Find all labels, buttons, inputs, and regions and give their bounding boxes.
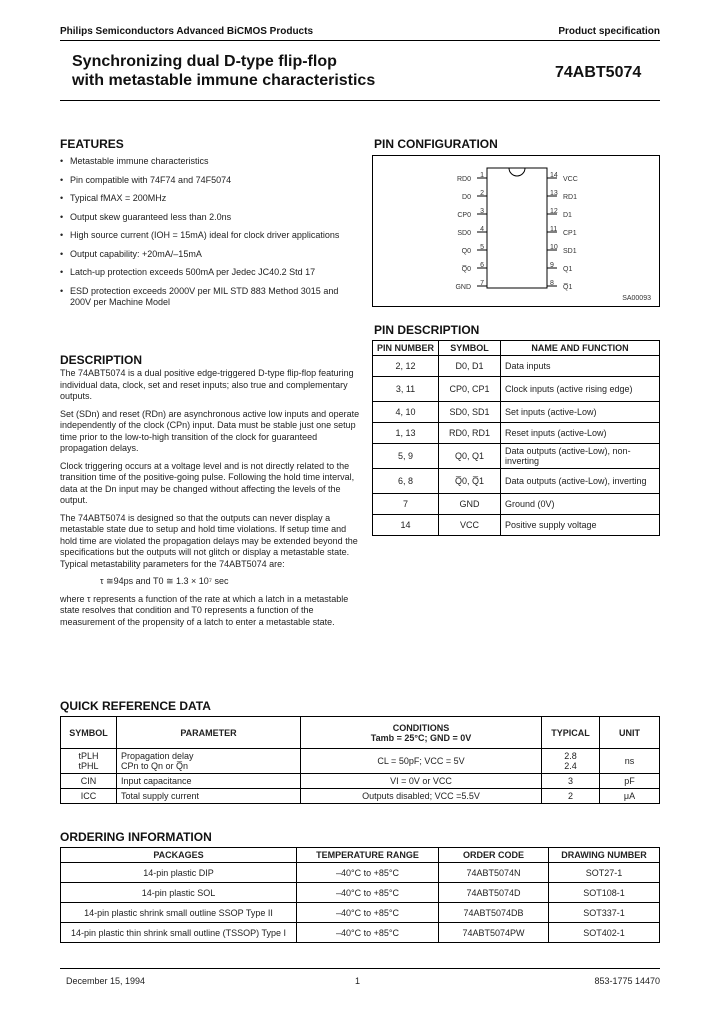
footer-doc-number: 853-1775 14470 [594,976,660,986]
description-para-3: Clock triggering occurs at a voltage level and is not directly related to the transition time of the positive-going pulse. Following the hold time interval, data at the Dn input may be changed without affecting the levels of the output. [60,460,355,505]
qr-col-conditions [301,717,542,749]
pin-description-row [373,423,660,444]
qr-col-typical: TYPICAL [542,717,600,749]
qr-unit-cell: μA [600,789,660,804]
qr-col-symbol: SYMBOL [61,717,117,749]
ordering-row [61,863,660,883]
pin-number-cell: 14 [373,515,439,536]
ordering-heading: ORDERING INFORMATION [60,830,212,844]
pin-name-right: CP1 [563,230,577,237]
pin-name-right: RD1 [563,194,578,201]
pin-number-right: 12 [550,208,558,215]
pin-number-right: 8 [550,280,554,287]
qr-typical-cell: 2 [542,789,600,804]
pin-function-cell: Data outputs (active-Low), non-inverting [501,444,660,469]
qr-symbol-cell: CIN [61,774,117,789]
pin-function-cell: Set inputs (active-Low) [501,402,660,423]
pin-description-row [373,402,660,423]
footer-page: 1 [355,976,361,986]
ord-package-cell: 14-pin plastic SOL [61,883,297,903]
ord-drawing-cell: SOT402-1 [549,923,660,943]
ord-order-code-cell: 74ABT5074D [439,883,549,903]
ord-col-order-code: ORDER CODE [439,848,549,863]
qr-typical-cell: 2.8 2.4 [542,749,600,774]
pin-number-left: 6 [480,262,484,269]
pin-number-left: 7 [480,280,484,287]
feature-item: • ESD protection exceeds 2000V per MIL STD 883 Method 3015 and 200V per Machine Model [60,286,360,309]
pin-name-right: SD1 [563,248,577,255]
ord-drawing-cell: SOT108-1 [549,883,660,903]
pin-name-right: VCC [563,176,578,183]
ord-temperature-cell: –40°C to +85°C [297,883,439,903]
qr-unit-cell: ns [600,749,660,774]
features-heading: FEATURES [60,137,124,151]
title-rule [60,100,660,101]
quick-ref-row [61,749,660,774]
qr-conditions-cell: Outputs disabled; VCC =5.5V [301,789,542,804]
pin-function-cell: Clock inputs (active rising edge) [501,377,660,402]
doc-title [72,52,375,90]
pin-description-heading: PIN DESCRIPTION [374,323,480,337]
ord-order-code-cell: 74ABT5074N [439,863,549,883]
description-para-5: where τ represents a function of the rate at which a latch in a metastable state resolves that condition and T0 represents a function of the measurement of the propensity of a latch to enter a metastable state. [60,593,349,627]
pin-symbol-cell: RD0, RD1 [439,423,501,444]
ord-package-cell: 14-pin plastic thin shrink small outline (TSSOP) Type I [61,923,297,943]
pin-symbol-cell: VCC [439,515,501,536]
feature-item: • Pin compatible with 74F74 and 74F5074 [60,175,360,187]
features-list [60,156,360,316]
qr-symbol-cell: ICC [61,789,117,804]
ord-order-code-cell: 74ABT5074DB [439,903,549,923]
pin-description-row [373,377,660,402]
pin-description-row [373,444,660,469]
pin-name-left: CP0 [457,212,471,219]
pin-symbol-cell: Q̅0, Q̅1 [439,469,501,494]
doc-title-line2: with metastable immune characteristics [72,72,376,89]
figure-id: SA00093 [622,295,651,302]
pin-number-cell: 7 [373,494,439,515]
ord-package-cell: 14-pin plastic shrink small outline SSOP Type II [61,903,297,923]
pin-name-right: Q1 [563,266,573,273]
quick-ref-row [61,789,660,804]
feature-item: • Output capability: +20mA/–15mA [60,249,360,261]
ordering-row [61,883,660,903]
pin-number-left: 1 [480,172,484,179]
pin-number-right: 14 [550,172,558,179]
quick-ref-heading: QUICK REFERENCE DATA [60,699,211,713]
feature-item: • Latch-up protection exceeds 500mA per Jedec JC40.2 Std 17 [60,267,360,279]
qr-symbol-cell: tPLH tPHL [61,749,117,774]
pin-number-right: 9 [550,262,554,269]
pin-name-right: Q̅1 [563,284,573,291]
ord-package-cell: 14-pin plastic DIP [61,863,297,883]
pin-number-left: 3 [480,208,484,215]
ordering-row [61,923,660,943]
qr-parameter-cell: Propagation delay CPn to Qn or Q̅n [117,749,301,774]
ord-col-packages: PACKAGES [61,848,297,863]
description-para-4: The 74ABT5074 is designed so that the outputs can never display a metastable state due to setup and hold time violations. If setup time and hold time are violated the propagation delays may be extended beyond the specifications but the outputs will not glitch or display a metastable state. Typical metastability parameters for the 74ABT5074 are: [60,512,358,569]
pin-number-cell: 4, 10 [373,402,439,423]
description-heading: DESCRIPTION [60,353,143,367]
pin-symbol-cell: D0, D1 [439,356,501,377]
pin-number-left: 4 [480,226,484,233]
ordering-table [60,847,660,943]
document-type: Product specification [558,26,660,37]
ord-temperature-cell: –40°C to +85°C [297,923,439,943]
pin-number-right: 10 [550,244,558,251]
qr-conditions-sub: Tamb = 25°C; GND = 0V [370,732,472,743]
qr-col-unit: UNIT [600,717,660,749]
pin-symbol-cell: SD0, SD1 [439,402,501,423]
ord-col-drawing-number: DRAWING NUMBER [549,848,660,863]
pin-number-cell: 5, 9 [373,444,439,469]
pin-config-heading: PIN CONFIGURATION [374,137,498,151]
ord-order-code-cell: 74ABT5074PW [439,923,549,943]
qr-conditions-cell: CL = 50pF; VCC = 5V [301,749,542,774]
pin-name-left: Q0 [461,248,471,255]
dip-package-diagram [373,156,659,306]
qr-unit-cell: pF [600,774,660,789]
ordering-row [61,903,660,923]
col-pin-number: PIN NUMBER [373,341,439,356]
pin-description-row [373,515,660,536]
qr-conditions-label: CONDITIONS [392,722,450,733]
pin-function-cell: Reset inputs (active-Low) [501,423,660,444]
quick-ref-table [60,716,660,804]
pin-description-row [373,356,660,377]
pin-description-row [373,494,660,515]
company-name: Philips Semiconductors Advanced BiCMOS Products [60,26,314,37]
pin-number-right: 13 [550,190,558,197]
pin-number-right: 11 [550,226,558,233]
pin-symbol-cell: CP0, CP1 [439,377,501,402]
quick-ref-row [61,774,660,789]
feature-item: • Metastable immune characteristics [60,156,360,168]
pin-function-cell: Ground (0V) [501,494,660,515]
col-symbol: SYMBOL [439,341,501,356]
ord-drawing-cell: SOT337-1 [549,903,660,923]
description-para-2: Set (SDn) and reset (RDn) are asynchronous active low inputs and operate independently of the clock (CPn) input. Data must be stable just one setup time prior to the low-to-high transition of the clock for guaranteed propagation delays. [60,408,360,453]
pin-name-right: D1 [563,212,572,219]
part-number: 74ABT5074 [555,64,642,81]
qr-parameter-cell: Total supply current [117,789,301,804]
pin-number-cell: 2, 12 [373,356,439,377]
pin-number-cell: 3, 11 [373,377,439,402]
ord-temperature-cell: –40°C to +85°C [297,903,439,923]
pin-name-left: RD0 [456,176,471,183]
pin-symbol-cell: Q0, Q1 [439,444,501,469]
pin-description-row [373,469,660,494]
metastability-formula: τ ≅94ps and T0 ≅ 1.3 × 10⁷ sec [100,576,229,586]
pin-function-cell: Data outputs (active-Low), inverting [501,469,660,494]
pin-name-left: SD0 [457,230,471,237]
pin-function-cell: Data inputs [501,356,660,377]
pin-number-left: 2 [480,190,484,197]
col-name-function: NAME AND FUNCTION [501,341,660,356]
qr-parameter-cell: Input capacitance [117,774,301,789]
pin-name-left: GND [455,284,471,291]
pin-name-left: Q̅0 [461,266,471,273]
pin-name-left: D0 [462,194,471,201]
qr-col-parameter: PARAMETER [117,717,301,749]
ord-col-temperature: TEMPERATURE RANGE [297,848,439,863]
pin-config-figure [372,155,660,307]
ord-temperature-cell: –40°C to +85°C [297,863,439,883]
qr-conditions-cell: VI = 0V or VCC [301,774,542,789]
footer-rule [60,968,660,969]
ord-drawing-cell: SOT27-1 [549,863,660,883]
pin-symbol-cell: GND [439,494,501,515]
header-rule [60,40,660,41]
pin-function-cell: Positive supply voltage [501,515,660,536]
pin-number-cell: 6, 8 [373,469,439,494]
pin-number-left: 5 [480,244,484,251]
pin-number-cell: 1, 13 [373,423,439,444]
feature-item: • High source current (IOH = 15mA) ideal for clock driver applications [60,230,360,242]
feature-item: • Output skew guaranteed less than 2.0ns [60,212,360,224]
feature-item: • Typical fMAX = 200MHz [60,193,360,205]
description-body [60,368,360,634]
pin-description-table [372,340,660,536]
qr-typical-cell: 3 [542,774,600,789]
doc-title-line1: Synchronizing dual D-type flip-flop [72,53,337,70]
description-para-1: The 74ABT5074 is a dual positive edge-triggered D-type flip-flop featuring individual data, clock, set and reset inputs; also true and complementary outputs. [60,368,354,401]
footer-date: December 15, 1994 [66,976,146,986]
